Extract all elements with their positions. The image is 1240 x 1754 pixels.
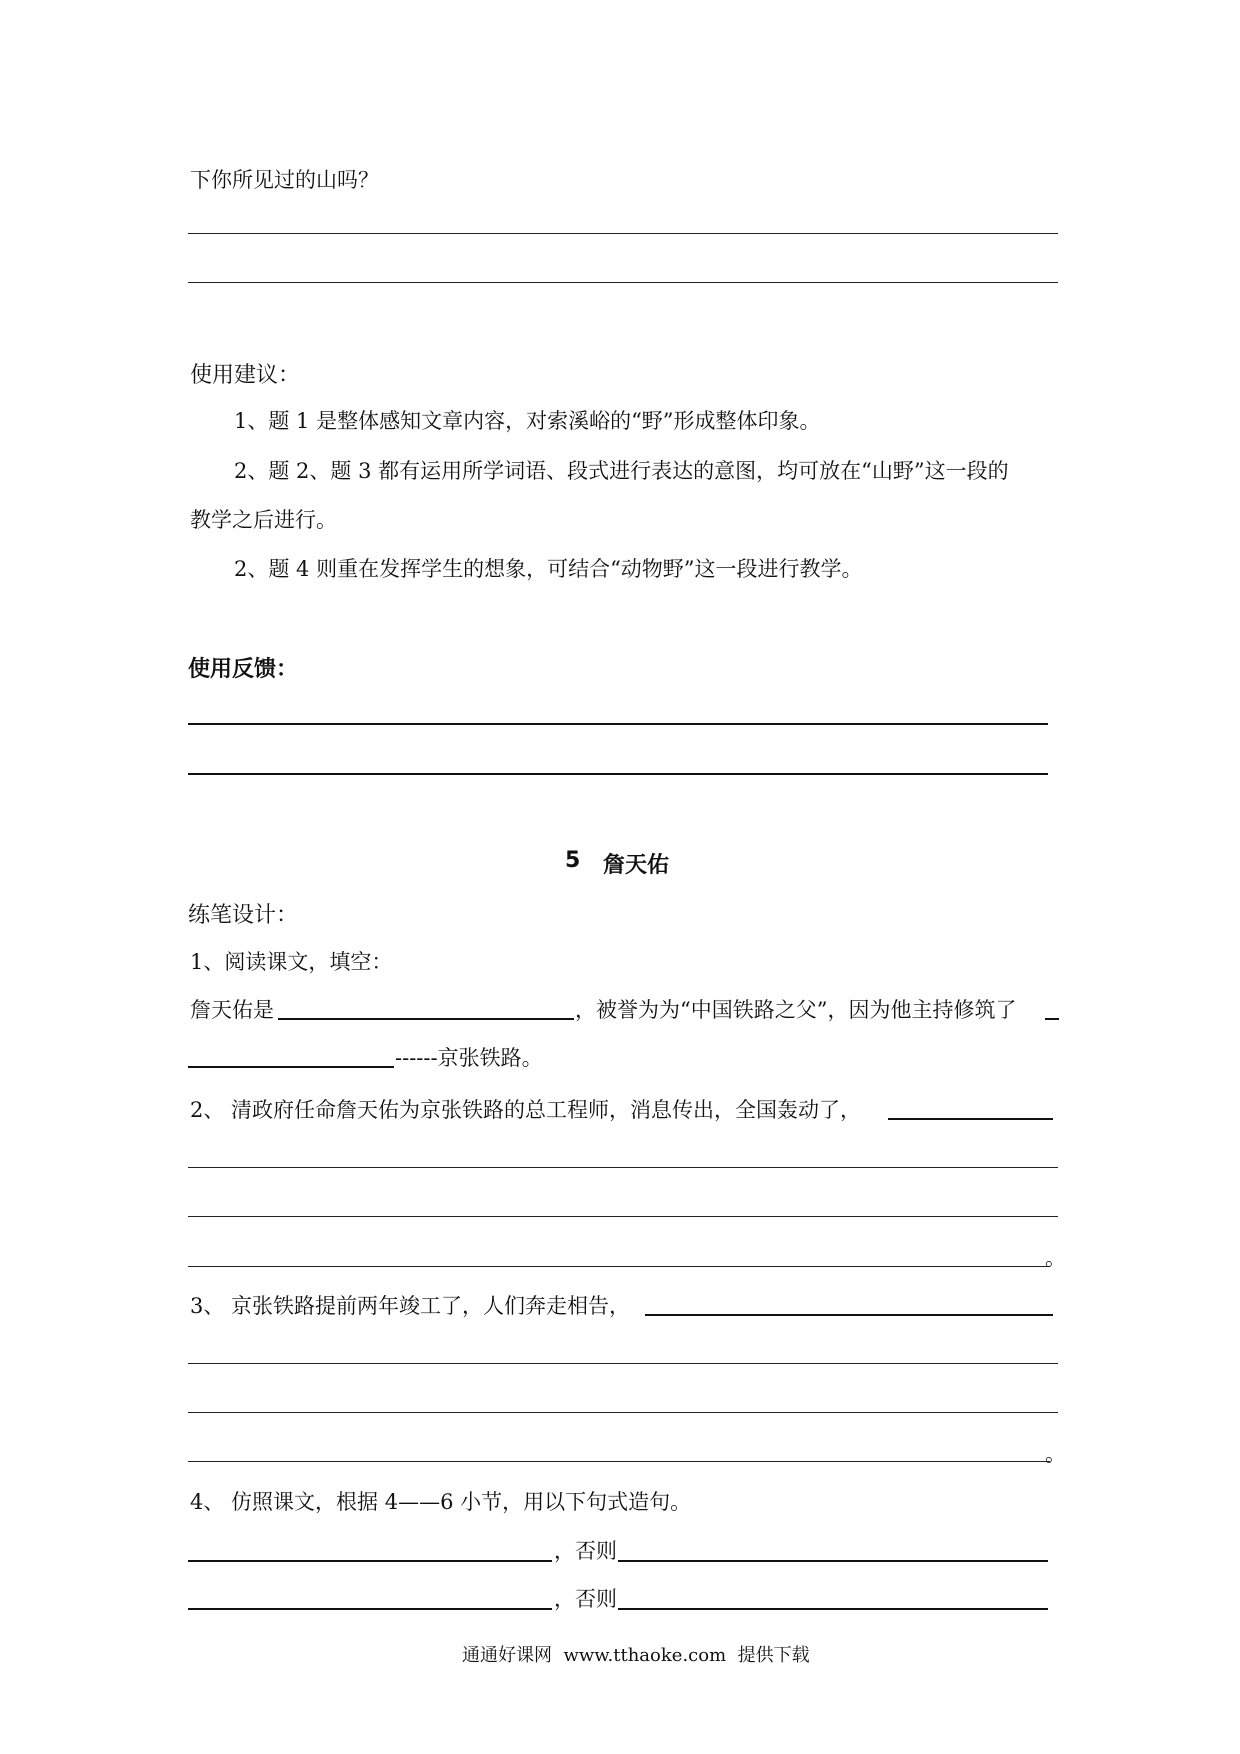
suggestion-heading: 使用建议： bbox=[190, 363, 301, 388]
sentence-end: 。 bbox=[1045, 1442, 1066, 1466]
suggestion-item: 2、题 4 则重在发挥学生的想象，可结合“动物野”这一段进行教学。 bbox=[234, 557, 863, 581]
lesson-number: 5 bbox=[565, 848, 581, 873]
answer-line bbox=[188, 1461, 1050, 1462]
blank-line bbox=[1045, 1018, 1059, 1020]
question-1-label: 1、阅读课文，填空： bbox=[190, 950, 393, 974]
blank-line bbox=[618, 1608, 1048, 1610]
intro-line: 下你所见过的山吗？ bbox=[190, 168, 379, 192]
blank-line bbox=[618, 1560, 1048, 1562]
page-footer: 通通好课网 www.tthaoke.com 提供下载 bbox=[462, 1645, 810, 1666]
blank-line bbox=[188, 1560, 552, 1562]
answer-line bbox=[188, 1216, 1058, 1217]
blank-line bbox=[645, 1314, 1053, 1316]
otherwise-label: ，否则 bbox=[554, 1587, 617, 1611]
suggestion-item: 1、题 1 是整体感知文章内容，对索溪峪的“野”形成整体印象。 bbox=[234, 409, 821, 433]
feedback-heading: 使用反馈： bbox=[188, 657, 299, 682]
lesson-title: 詹天佑 bbox=[603, 853, 670, 878]
answer-line bbox=[188, 282, 1058, 283]
answer-line bbox=[188, 1167, 1058, 1168]
answer-line bbox=[188, 1363, 1058, 1364]
suggestion-item: 2、题 2、题 3 都有运用所学词语、段式进行表达的意图，均可放在“山野”这一段的 bbox=[234, 459, 1009, 483]
question-2-text: 2、 清政府任命詹天佑为京张铁路的总工程师，消息传出，全国轰动了， bbox=[190, 1098, 862, 1122]
feedback-line bbox=[188, 723, 1048, 725]
question-1-part-a: 詹天佑是 bbox=[190, 998, 274, 1022]
question-3-text: 3、 京张铁路提前两年竣工了，人们奔走相告， bbox=[190, 1294, 631, 1318]
suggestion-item: 教学之后进行。 bbox=[190, 508, 337, 532]
answer-line bbox=[188, 1412, 1058, 1413]
answer-line bbox=[188, 233, 1058, 234]
sentence-end: 。 bbox=[1045, 1246, 1066, 1270]
otherwise-label: ，否则 bbox=[554, 1539, 617, 1563]
question-1-part-b: ，被誉为为“中国铁路之父”，因为他主持修筑了 bbox=[575, 998, 1017, 1022]
question-4-text: 4、 仿照课文，根据 4——6 小节，用以下句式造句。 bbox=[190, 1490, 692, 1514]
blank-line bbox=[188, 1066, 394, 1068]
question-1-part-c: ------京张铁路。 bbox=[395, 1046, 543, 1070]
blank-line bbox=[188, 1608, 552, 1610]
design-heading: 练笔设计： bbox=[188, 903, 299, 928]
answer-line bbox=[188, 1266, 1050, 1267]
blank-line bbox=[888, 1118, 1053, 1120]
blank-line bbox=[278, 1018, 574, 1020]
feedback-line bbox=[188, 773, 1048, 775]
